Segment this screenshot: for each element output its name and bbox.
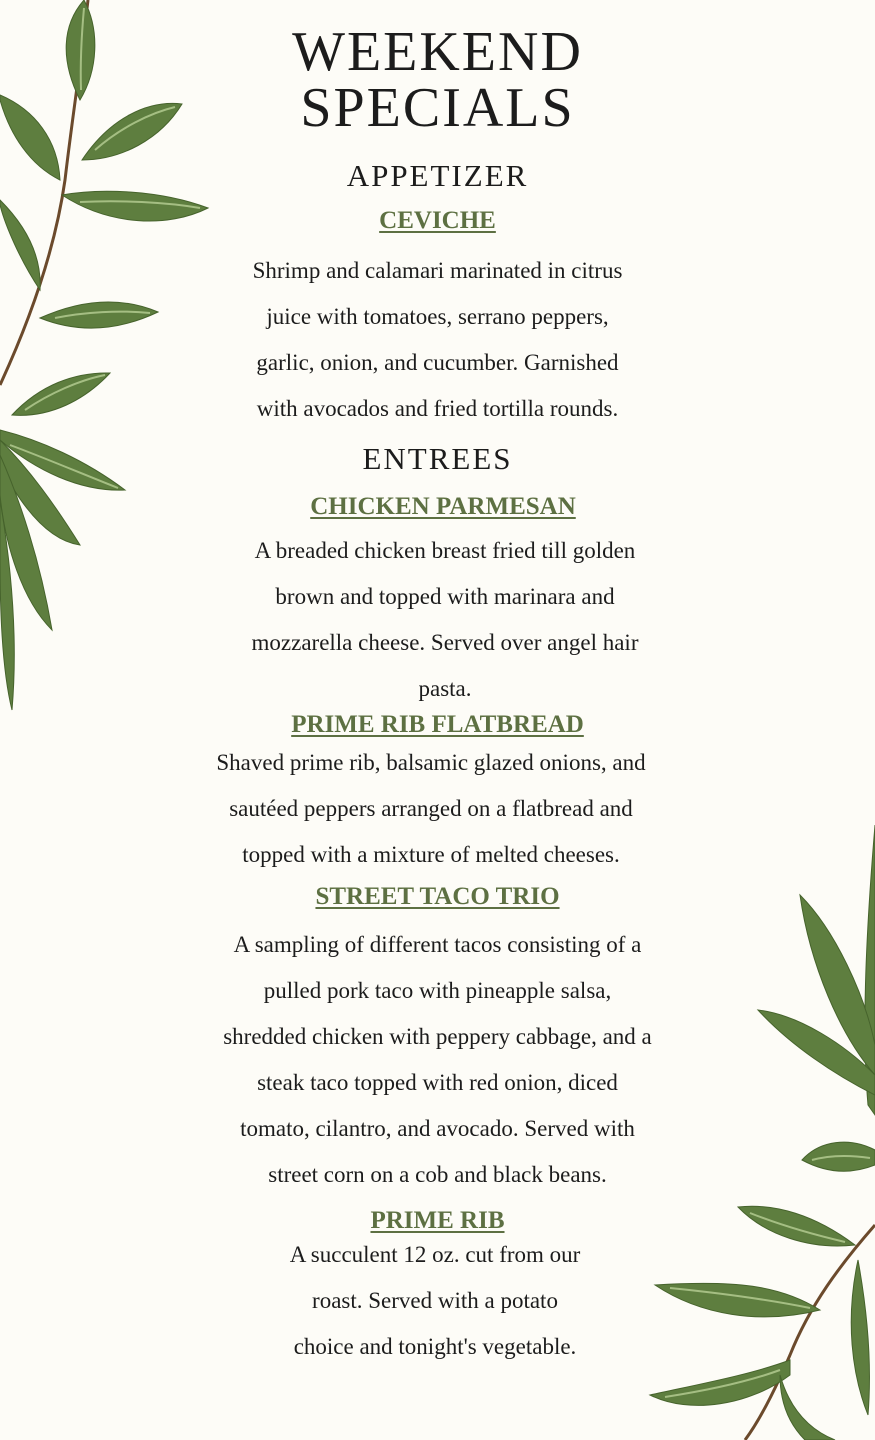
item-name-street-taco-trio: STREET TACO TRIO xyxy=(315,883,560,910)
title-line-1: WEEKEND xyxy=(292,21,583,83)
description-line: pulled pork taco with pineapple salsa, xyxy=(263,978,612,1003)
description-line: shredded chicken with peppery cabbage, and a xyxy=(223,1024,652,1049)
item-description-prime-rib-flatbread xyxy=(0,740,862,878)
item-name-ceviche: CEVICHE xyxy=(379,207,496,234)
title-line-2: SPECIALS xyxy=(300,77,575,139)
description-line: choice and tonight's vegetable. xyxy=(293,1334,577,1359)
item-description-prime-rib xyxy=(0,1232,870,1370)
description-line: brown and topped with marinara and xyxy=(275,584,615,609)
description-line: A sampling of different tacos consisting of a xyxy=(233,932,642,957)
description-line: tomato, cilantro, and avocado. Served with xyxy=(240,1116,635,1141)
item-name-prime-rib: PRIME RIB xyxy=(370,1207,505,1234)
description-line: pasta. xyxy=(418,676,472,701)
description-line: Shaved prime rib, balsamic glazed onions, and xyxy=(216,750,646,775)
item-name-prime-rib-flatbread: PRIME RIB FLATBREAD xyxy=(291,711,584,738)
description-line: mozzarella cheese. Served over angel hair xyxy=(251,630,639,655)
page-title xyxy=(0,21,875,139)
item-name-chicken-parmesan: CHICKEN PARMESAN xyxy=(310,493,576,520)
section-heading-entrees: ENTREES xyxy=(362,441,513,476)
description-line: A succulent 12 oz. cut from our xyxy=(289,1242,581,1267)
description-line: roast. Served with a potato xyxy=(312,1288,558,1313)
description-line: Shrimp and calamari marinated in citrus xyxy=(252,258,623,283)
item-description-ceviche xyxy=(0,248,875,432)
description-line: topped with a mixture of melted cheeses. xyxy=(242,842,620,867)
description-line: sautéed peppers arranged on a flatbread and xyxy=(229,796,633,821)
description-line: garlic, onion, and cucumber. Garnished xyxy=(256,350,619,375)
description-line: steak taco topped with red onion, diced xyxy=(257,1070,618,1095)
description-line: A breaded chicken breast fried till golden xyxy=(254,538,636,563)
item-description-chicken-parmesan xyxy=(0,528,875,712)
description-line: street corn on a cob and black beans. xyxy=(268,1162,607,1187)
item-description-street-taco-trio xyxy=(0,922,875,1198)
description-line: with avocados and fried tortilla rounds. xyxy=(256,396,619,421)
description-line: juice with tomatoes, serrano peppers, xyxy=(266,304,609,329)
section-heading-appetizer: APPETIZER xyxy=(346,158,529,193)
